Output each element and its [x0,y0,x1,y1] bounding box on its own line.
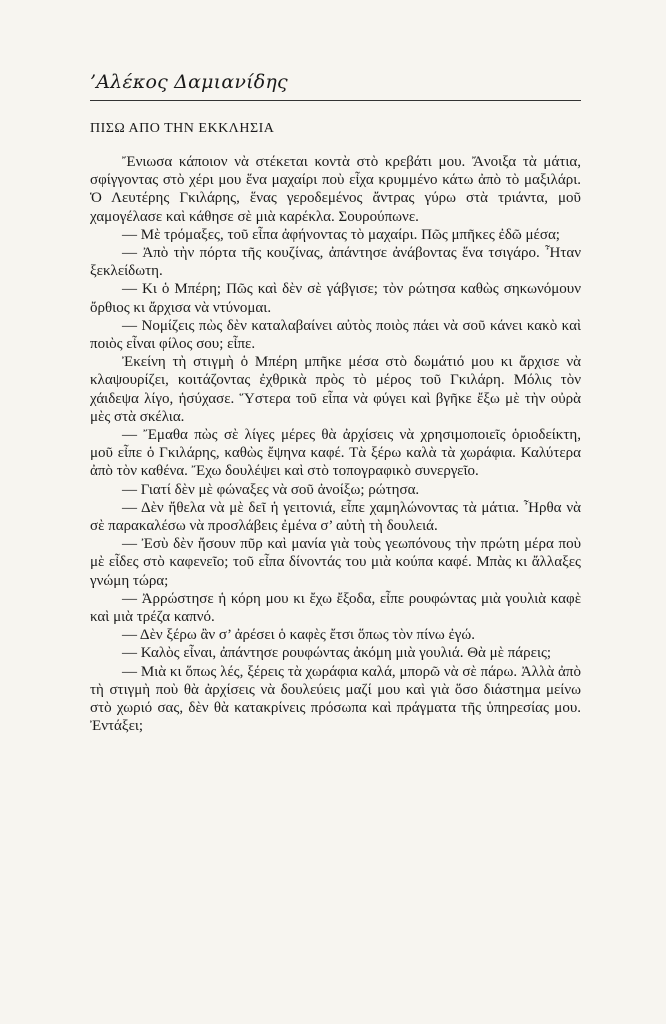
paragraph: — Καλὸς εἶναι, ἀπάντησε ρουφώντας ἀκόμη μιὰ γουλιά. Θὰ μὲ πάρεις; [122,645,552,662]
paragraph: — Ἐσὺ δὲν ἤσουν πῦρ καὶ μανία γιὰ τοὺς γεωπόνους τὴν πρώτη μέρα ποὺ μὲ εἶδες στὸ καφενεῖο; τοῦ εἶπα δίνοντάς του μιὰ κούπα καφέ. Μπὰς κι ἄλλαξες γνώμη τώρα; [90,536,581,589]
story-title: ΠΙΣΩ ΑΠΟ ΤΗΝ ΕΚΚΛΗΣΙΑ [90,121,275,136]
paragraph: — Ἔμαθα πὼς σὲ λίγες μέρες θὰ ἀρχίσεις νὰ χρησιμοποιεῖς ὁριοδείκτη, μοῦ εἶπε ὁ Γκιλάρης, καθὼς ἔψηνα καφέ. Τὰ ξέρω καλὰ τὰ χωράφια. Καλύτερα ἀπὸ τὸν καθένα. Ἔχω δουλέψει καὶ στὸ τοπογραφικὸ συνεργεῖο. [90,427,581,480]
paragraph: — Μιὰ κι ὅπως λές, ξέρεις τὰ χωράφια καλά, μπορῶ νὰ σὲ πάρω. Ἀλλὰ ἀπὸ τὴ στιγμὴ ποὺ θὰ ἀρχίσεις νὰ δουλεύεις μαζί μου καὶ γιὰ ὅσο διάστημα μείνω στὸ χωριό σας, δὲν θὰ κατακρίνεις πρόσωπα καὶ πράγματα τῆς ὑπηρεσίας μου. Ἐντάξει; [90,663,581,735]
paragraph: Ἐκείνη τὴ στιγμὴ ὁ Μπέρη μπῆκε μέσα στὸ δωμάτιό μου κι ἄρχισε νὰ κλαψουρίζει, κοιτάζοντας ἐχθρικὰ πρὸς τὸ μέρος τοῦ Γκιλάρη. Μόλις τὸν χάιδεψα λίγο, ἡσύχασε. Ὕστερα τοῦ εἶπα νὰ φύγει καὶ βγῆκε ἔξω μὲ τὴν οὐρὰ μὲς στὰ σκέλια. [90,354,581,425]
paragraph: — Ἀπὸ τὴν πόρτα τῆς κουζίνας, ἀπάντησε ἀνάβοντας ἕνα τσιγάρο. Ἦταν ξεκλείδωτη. [90,245,581,280]
paragraph: — Ἀρρώστησε ἡ κόρη μου κι ἔχω ἔξοδα, εἶπε ρουφώντας μιὰ γουλιὰ καφὲ καὶ μιὰ τρέζα καπνό. [90,590,581,626]
author-name: ’Αλέκος Δαμιανίδης [90,71,288,93]
paragraph: — Γιατί δὲν μὲ φώναξες νὰ σοῦ ἀνοίξω; ρώτησα. [122,481,420,498]
header-rule [90,100,581,101]
paragraph: — Δὲν ξέρω ἂν σ’ ἀρέσει ὁ καφὲς ἔτσι ὅπως τὸν πίνω ἐγώ. [122,627,476,644]
paragraph: — Δὲν ἤθελα νὰ μὲ δεῖ ἡ γειτονιά, εἶπε χαμηλώνοντας τὰ μάτια. Ἦρθα νὰ σὲ παρακαλέσω νὰ προσλάβεις ἐμένα σ’ αὐτὴ τὴ δουλειά. [90,499,581,535]
paragraph: — Κι ὁ Μπέρη; Πῶς καὶ δὲν σὲ γάβγισε; τὸν ρώτησα καθὼς σηκωνόμουν ὄρθιος κι ἄρχισα νὰ ντύνομαι. [90,281,581,316]
paragraph: — Μὲ τρόμαξες, τοῦ εἶπα ἀφήνοντας τὸ μαχαίρι. Πῶς μπῆκες ἐδῶ μέσα; [122,226,560,243]
running-header [90,70,581,101]
story-body [90,153,581,736]
paragraph: — Νομίζεις πὼς δὲν καταλαβαίνει αὐτὸς ποιὸς πάει νὰ σοῦ κάνει κακὸ καὶ ποιὸς εἶναι φίλος σου; εἶπε. [90,317,581,353]
paragraph: Ἔνιωσα κάποιον νὰ στέκεται κοντὰ στὸ κρεβάτι μου. Ἄνοιξα τὰ μάτια, σφίγγοντας στὸ χέρι μου ἕνα μαχαίρι ποὺ εἶχα κρυμμένο κάτω ἀπὸ τὸ μαξιλάρι. Ὁ Λευτέρης Γκιλάρης, ἕνας γεροδεμένος ἄντρας γύρω στὰ τριάντα, μοῦ χαμογέλασε καὶ κάθησε σὲ μιὰ καρέκλα. Σουρούπωνε. [90,154,581,225]
